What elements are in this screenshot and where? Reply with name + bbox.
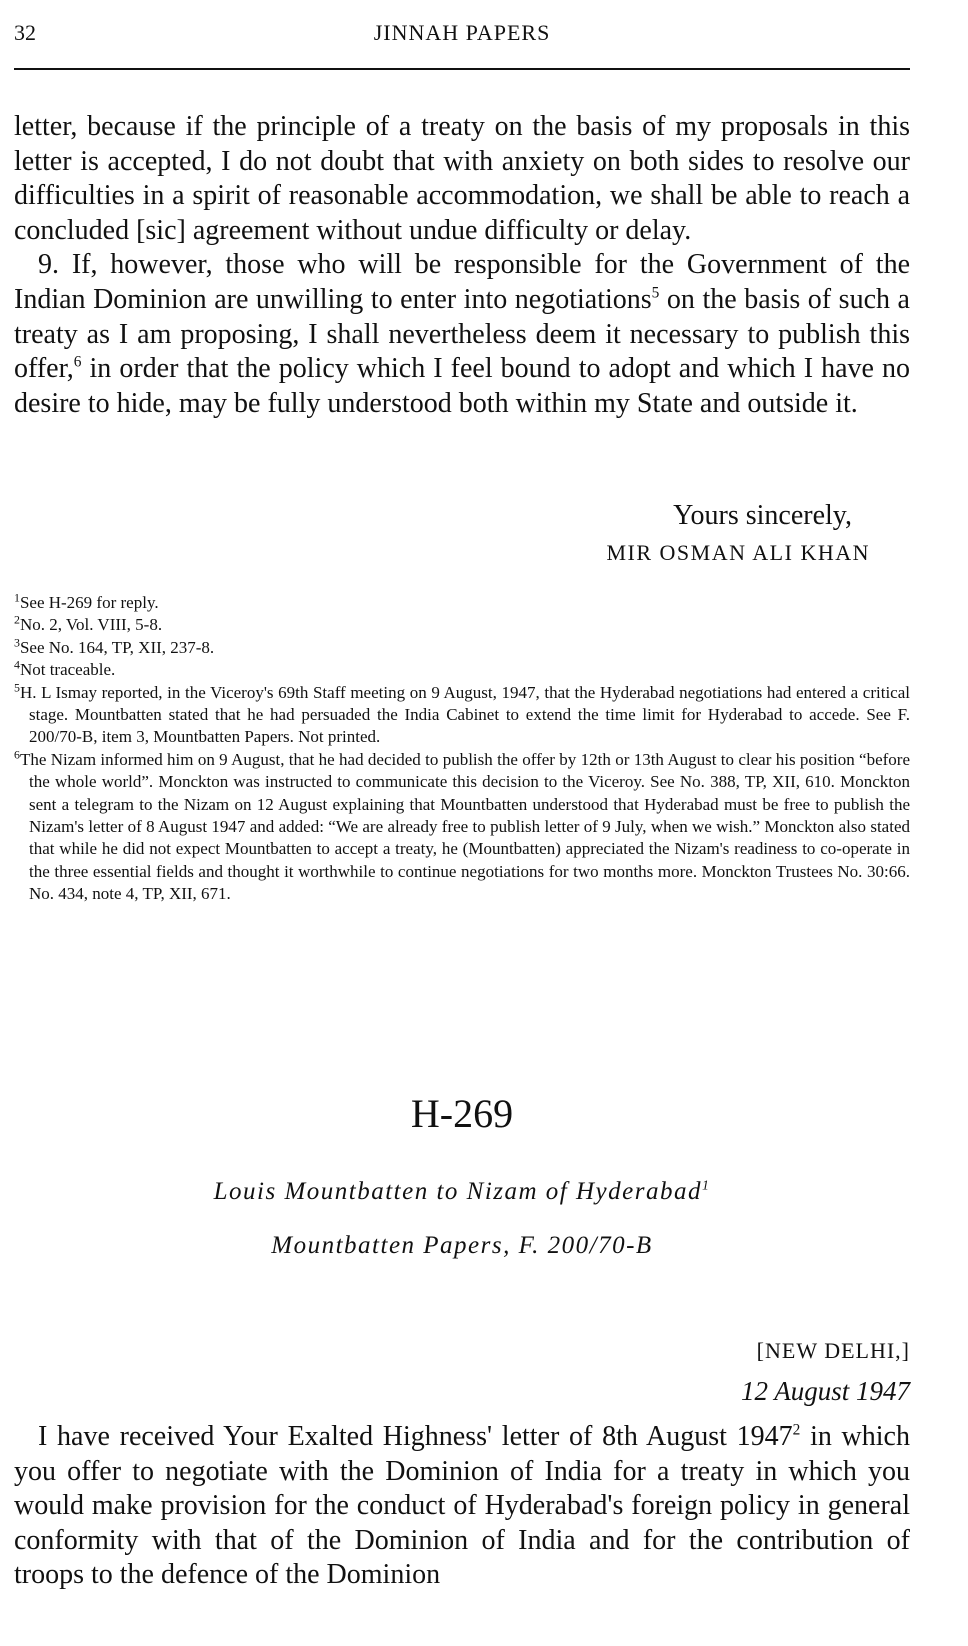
paragraph-9-text-a: 9. If, however, those who will be responsible for the Government of the Indian Dominion are unwilling to enter into negotiations [14,249,910,315]
document-title-text: Louis Mountbatten to Nizam of Hyderabad [213,1178,702,1205]
document-title [14,1178,910,1206]
letter-h269-text-b: in which you offer to negotiate with the Dominion of India for a treaty in which you would make provision for the conduct of Hyderabad's foreign policy in general conformity with that of the Dominion of India and for the contribution of troops to the defence of the Dominion [14,1421,910,1591]
title-footnote-ref: 1 [701,1177,711,1193]
paragraph-9 [14,248,910,421]
footnote [14,659,910,681]
footnote-text: H. L Ismay reported, in the Viceroy's 69th Staff meeting on 9 August, 1947, that the Hyderabad negotiations had entered a critical stage. Mountbatten stated that he had persuaded the India Cabinet to extend the time limit for Hyderabad to accede. See F. 200/70-B, item 3, Mountbatten Papers. Not printed. [19,682,910,747]
page-number: 32 [14,20,36,45]
letter-date: 12 August 1947 [740,1376,910,1406]
footnote-ref-6: 6 [73,353,82,371]
footnote [14,749,910,906]
header-rule [14,68,910,70]
footnote-ref-2: 2 [792,1421,801,1439]
footnotes [14,592,910,906]
letter-place: [NEW DELHI,] [756,1338,910,1363]
document-source: Mountbatten Papers, F. 200/70-B [271,1232,653,1259]
document-number-heading: H-269 [410,1091,514,1136]
footnote [14,592,910,614]
paragraph-9-text-b: on the basis of such a treaty as I am proposing, I shall nevertheless deem it necessary to publish this offer, [14,283,910,385]
footnote-number: 5 [14,679,20,694]
paragraph-8-continued: letter, because if the principle of a treaty on the basis of my proposals in this letter is accepted, I do not doubt that with anxiety on both sides to resolve our difficulties in a spirit of reasonable accommodation, we shall be able to reach a concluded [sic] agreement without undue difficulty or delay. [14,111,910,246]
letter-h269-body [14,1420,910,1593]
footnote-text: No. 2, Vol. VIII, 5-8. [19,615,163,635]
footnote-number: 2 [14,612,20,627]
letter-signatory: MIR OSMAN ALI KHAN [606,540,870,565]
footnote-number: 1 [14,590,20,605]
letter-h269-paragraph [14,1420,910,1593]
footnote-ref-5: 5 [651,284,660,302]
footnote-text: Not traceable. [19,660,116,680]
footnote-number: 4 [14,657,20,672]
footnote [14,637,910,659]
letter-h269-text-a: I have received Your Exalted Highness' letter of 8th August 1947 [38,1421,793,1452]
footnote-number: 3 [14,635,20,650]
footnote-text: See H-269 for reply. [19,593,159,612]
running-head [14,20,910,46]
footnote [14,679,910,749]
letter-closing: Yours sincerely, [673,500,852,531]
footnote-text: The Nizam informed him on 9 August, that he had decided to publish the offer by 12th or 13th August to clear his position “before the whole world”. Monckton was instructed to communicate this decision to the Viceroy. See No. 388, TP, XII, 610. Monckton sent a telegram to the Nizam on 12 August explaining that Mountbatten understood that Hyderabad must be free to publish the Nizam's letter of 8 August 1947 and added: “We are already free to publish letter of 9 July, when we wish.” Monckton also stated that while he did not expect Mountbatten to accept a treaty, he (Mountbatten) appreciated the Nizam's readiness to co-operate in the three essential fields and thought it worthwhile to continue negotiations for two months more. Monckton Trustees No. 30:66. No. 434, note 4, TP, XII, 671. [19,749,910,904]
footnote-number: 6 [14,747,20,762]
footnote [14,614,910,636]
footnote-text: See No. 164, TP, XII, 237-8. [19,637,215,657]
book-title: JINNAH PAPERS [373,20,551,45]
letter-h268-body [14,110,910,421]
paragraph-9-text-c: in order that the policy which I feel bound to adopt and which I have no desire to hide, may be fully understood both within my State and outside it. [14,353,910,419]
